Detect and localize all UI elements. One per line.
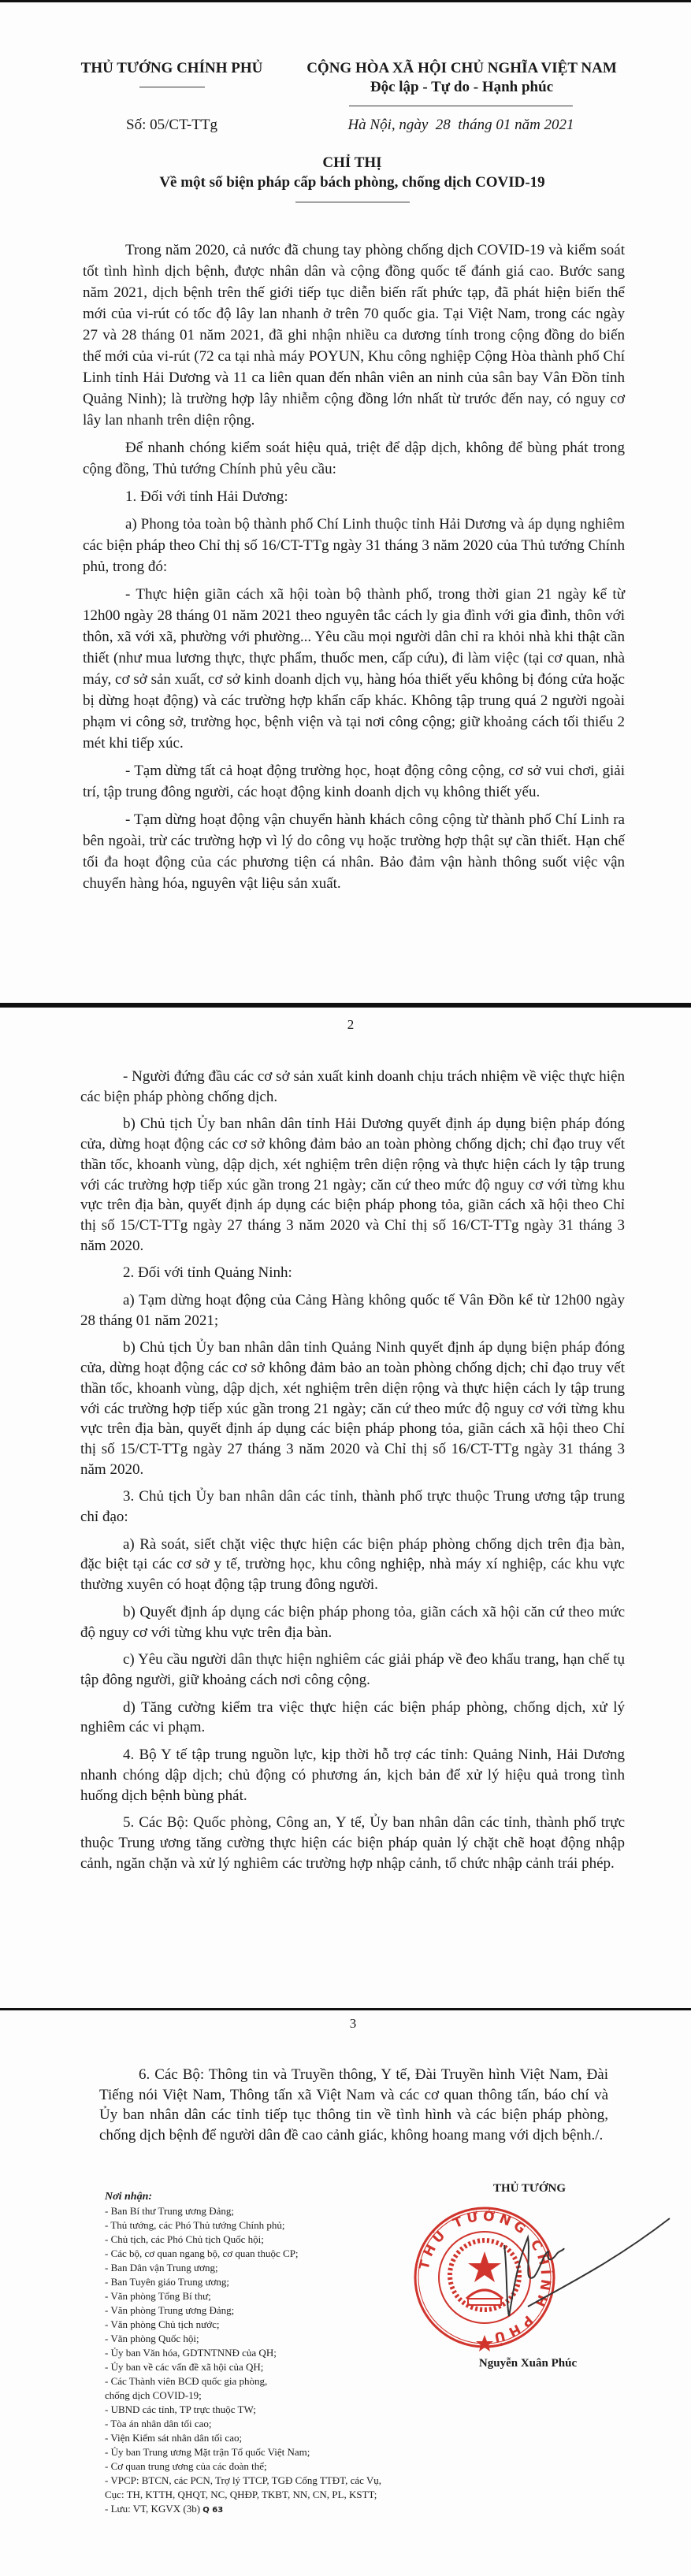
recipient-item: - Ban Tuyên giáo Trung ương; [105, 2276, 230, 2288]
paragraph: - Tạm dừng hoạt động vận chuyển hành khách công cộng từ thành phố Chí Linh ra bên ngoài, trừ các trường hợp vì lý do công vụ hoặc trường hợp thật sự cần thiết. Hạn chế tối đa hoạt động của các phương tiện cá nhân. Bảo đảm vận hành thông suốt việc vận chuyển hàng hóa, nguyên vật liệu sản xuất. [83, 811, 625, 892]
paragraph: 4. Bộ Y tế tập trung nguồn lực, kịp thời hỗ trợ các tỉnh: Quảng Ninh, Hải Dương nhanh chóng dập dịch; chủ động có phương án, kịch bản để xử lý hiệu quả trong tình huống dịch bệnh bùng phát. [80, 1746, 625, 1804]
section-heading: 1. Đối với tỉnh Hải Dương: [125, 488, 288, 505]
recipient-item: - Ban Bí thư Trung ương Đảng; [105, 2205, 234, 2217]
paragraph: 6. Các Bộ: Thông tin và Truyền thông, Y tế, Đài Truyền hình Việt Nam, Đài Tiếng nói Việt Nam, Thông tấn xã Việt Nam và các cơ quan thông tấn, báo chí và Ủy ban nhân dân các tỉnh tiếp tục thông tin về tình hình và các biện pháp phòng, chống dịch bệnh để người dân đề cao cảnh giác, không hoang mang với dịch bệnh./. [99, 2066, 608, 2144]
page-2 [0, 1008, 691, 2008]
paragraph: a) Phong tỏa toàn bộ thành phố Chí Linh thuộc tỉnh Hải Dương và áp dụng nghiêm các biện pháp theo Chỉ thị số 16/CT-TTg ngày 31 tháng 3 năm 2020 của Thủ tướng Chính phủ, trong đó: [83, 516, 625, 575]
recipient-item: - Ủy ban về các vấn đề xã hội của QH; [105, 2361, 264, 2373]
recipient-item: - Tòa án nhân dân tối cao; [105, 2418, 212, 2429]
handwritten-signature [496, 2214, 685, 2324]
paragraph: c) Yêu cầu người dân thực hiện nghiêm các giải pháp về đeo khẩu trang, hạn chế tụ tập đông người, giữ khoảng cách nơi công cộng. [80, 1651, 625, 1688]
recipient-item: - UBND các tỉnh, TP trực thuộc TW; [105, 2403, 256, 2415]
page-3-body [99, 2065, 608, 2146]
recipient-item: - Các Thành viên BCĐ quốc gia phòng, chống dịch COVID-19; [105, 2375, 268, 2401]
document-type: CHỈ THỊ [322, 154, 382, 171]
recipients-title: Nơi nhận: [105, 2191, 153, 2203]
document-title: Về một số biện pháp cấp bách phòng, chống dịch COVID-19 [159, 174, 545, 191]
paragraph: - Tạm dừng tất cả hoạt động trường học, hoạt động công cộng, cơ sở vui chơi, giải trí, tập trung đông người, các hoạt động kinh doanh dịch vụ không thiết yếu. [83, 763, 625, 800]
page-1-body [83, 239, 625, 900]
paragraph: - Thực hiện giãn cách xã hội toàn bộ thành phố, trong thời gian 21 ngày kể từ 12h00 ngày 28 tháng 01 năm 2021 theo nguyên tắc cách ly gia đình với gia đình, thôn với thôn, xã với xã, phường với phường... Yêu cầu mọi người dân chỉ ra khỏi nhà khi thật cần thiết (như mua lương thực, thực phẩm, thuốc men, cấp cứu), đi làm việc (tại cơ quan, nhà máy, cơ sở sản xuất, cơ sở kinh doanh dịch vụ, hàng hóa thiết yếu không bị đóng cửa hoặc bị dừng hoạt động) và các trường hợp khẩn cấp khác. Không tập trung quá 2 người ngoài phạm vi công sở, trường học, bệnh viện và tại nơi công cộng; giữ khoảng cách tối thiểu 2 mét khi tiếp xúc. [83, 586, 625, 752]
recipient-item: - Văn phòng Tổng Bí thư; [105, 2290, 211, 2302]
recipient-item: - VPCP: BTCN, các PCN, Trợ lý TTCP, TGĐ Cổng TTĐT, các Vụ, Cục: TH, KTTH, QHQT, NC, QHĐP, TKBT, NN, CN, PL, KSTT; [105, 2474, 382, 2500]
recipient-item: - Văn phòng Quốc hội; [105, 2333, 199, 2344]
paragraph: b) Chủ tịch Ủy ban nhân dân tỉnh Quảng Ninh quyết định áp dụng biện pháp đóng cửa, dừng hoạt động các cơ sở không đảm bảo an toàn phòng chống dịch; chỉ đạo truy vết thần tốc, khoanh vùng, dập dịch, xét nghiệm trên diện rộng và thực hiện cách ly tập trung với các trường hợp tiếp xúc gần trong 21 ngày; căn cứ theo mức độ nguy cơ với từng khu vực trên địa bàn, quyết định áp dụng các biện pháp phong tỏa, giãn cách xã hội theo Chỉ thị số 15/CT-TTg ngày 27 tháng 3 năm 2020 và Chỉ thị số 16/CT-TTg ngày 31 tháng 3 năm 2020. [80, 1339, 625, 1478]
page-number: 3 [349, 2016, 357, 2031]
section-heading: 3. Chủ tịch Ủy ban nhân dân các tỉnh, thành phố trực thuộc Trung ương tập trung chỉ đạo: [80, 1488, 625, 1526]
national-motto: Độc lập - Tự do - Hạnh phúc [370, 79, 554, 95]
scan-edge [0, 0, 691, 2]
place-date: Hà Nội, ngày 28 tháng 01 năm 2021 [347, 117, 574, 133]
archive-code: Q 63 [202, 2506, 224, 2515]
recipient-item: - Viện Kiểm sát nhân dân tối cao; [105, 2432, 243, 2444]
paragraph: b) Chủ tịch Ủy ban nhân dân tỉnh Hải Dương quyết định áp dụng biện pháp đóng cửa, dừng hoạt động các cơ sở không đảm bảo an toàn phòng chống dịch; chỉ đạo truy vết thần tốc, khoanh vùng, dập dịch, xét nghiệm trên diện rộng và thực hiện cách ly tập trung với các trường hợp tiếp xúc gần trong 21 ngày; căn cứ theo mức độ nguy cơ với từng khu vực trên địa bàn, quyết định áp dụng các biện pháp phong tỏa, giãn cách xã hội theo Chỉ thị số 15/CT-TTg ngày 27 tháng 3 năm 2020 và Chỉ thị số 16/CT-TTg ngày 31 tháng 3 năm 2020. [80, 1115, 625, 1254]
paragraph: a) Rà soát, siết chặt việc thực hiện các biện pháp phòng chống dịch trên địa bàn, đặc biệt tại các cơ sở y tế, trường học, khu công nghiệp, nhà máy xí nghiệp, các khu vực thường xuyên có hoạt động tập trung đông người. [80, 1535, 625, 1594]
paragraph: 5. Các Bộ: Quốc phòng, Công an, Y tế, Ủy ban nhân dân các tỉnh, thành phố trực thuộc Trung ương tăng cường thực hiện các biện pháp quản lý chặt chẽ hoạt động nhập cảnh, ngăn chặn và xử lý nghiêm các trường hợp nhập cảnh, tổ chức nhập cảnh trái phép. [80, 1814, 625, 1872]
recipients-list [105, 2190, 381, 2518]
signer-position: THỦ TƯỚNG [492, 2182, 567, 2195]
page-1 [0, 0, 691, 1003]
paragraph: b) Quyết định áp dụng các biện pháp phong tỏa, giãn cách xã hội căn cứ theo mức độ nguy cơ với từng khu vực trên địa bàn. [80, 1603, 625, 1641]
document-number: Số: 05/CT-TTg [126, 117, 217, 133]
page-2-body [80, 1067, 625, 1880]
seal-text: THỦ TƯỚNG CHÍNH PHỦ [416, 2208, 554, 2346]
paragraph: Để nhanh chóng kiểm soát hiệu quả, triệt để dập dịch, không để bùng phát trong cộng đồng, Thủ tướng Chính phủ yêu cầu: [83, 440, 625, 477]
recipient-item-archive [105, 2502, 381, 2518]
country-name: CỘNG HÒA XÃ HỘI CHỦ NGHĨA VIỆT NAM [306, 60, 617, 76]
recipient-item: - Văn phòng Trung ương Đảng; [105, 2304, 235, 2316]
page-number: 2 [347, 1017, 355, 1032]
section-heading: 2. Đối với tỉnh Quảng Ninh: [123, 1264, 292, 1282]
agency-name: THỦ TƯỚNG CHÍNH PHỦ [80, 60, 263, 76]
recipient-item: - Lưu: VT, KGVX (3b) [105, 2503, 201, 2515]
paragraph: d) Tăng cường kiểm tra việc thực hiện các biện pháp phòng, chống dịch, xử lý nghiêm các vi phạm. [80, 1698, 625, 1736]
paragraph: a) Tạm dừng hoạt động của Cảng Hàng không quốc tế Vân Đồn kể từ 12h00 ngày 28 tháng 01 năm 2021; [80, 1292, 625, 1329]
recipient-item: - Ban Dân vận Trung ương; [105, 2262, 218, 2273]
paragraph: Trong năm 2020, cả nước đã chung tay phòng chống dịch COVID-19 và kiểm soát tốt tình hình dịch bệnh, được nhân dân và cộng đồng quốc tế đánh giá cao. Bước sang năm 2021, dịch bệnh trên thế giới tiếp tục diễn biến rất phức tạp, đã phát hiện biến thể mới của vi-rút có tốc độ lây lan nhanh ở trên 70 quốc gia. Tại Việt Nam, trong các ngày 27 và 28 tháng 01 năm 2021, đã ghi nhận nhiều ca dương tính trong cộng đồng do biến thể mới của vi-rút (72 ca tại nhà máy POYUN, Khu công nghiệp Cộng Hòa thành phố Chí Linh tỉnh Hải Dương và 11 ca liên quan đến nhân viên an ninh của sân bay Vân Đồn tỉnh Quảng Ninh); là trường hợp lây nhiễm cộng đồng lớn nhất từ trước đến nay, có nguy cơ lây lan nhanh trên diện rộng. [83, 242, 625, 429]
recipient-item: - Các bộ, cơ quan ngang bộ, cơ quan thuộc CP; [105, 2248, 299, 2259]
recipient-item: - Văn phòng Chủ tịch nước; [105, 2318, 220, 2330]
recipient-item: - Thủ tướng, các Phó Thủ tướng Chính phủ; [105, 2219, 285, 2231]
paragraph: - Người đứng đầu các cơ sở sản xuất kinh doanh chịu trách nhiệm về việc thực hiện các biện pháp phòng chống dịch. [80, 1068, 625, 1105]
recipient-item: - Cơ quan trung ương của các đoàn thể; [105, 2460, 267, 2472]
signer-name: Nguyễn Xuân Phúc [478, 2357, 578, 2370]
recipient-item: - Chủ tịch, các Phó Chủ tịch Quốc hội; [105, 2233, 264, 2245]
recipient-item: - Ủy ban Trung ương Mặt trận Tổ quốc Việt Nam; [105, 2446, 310, 2458]
recipient-item: - Ủy ban Văn hóa, GDTNTNNĐ của QH; [105, 2347, 277, 2359]
